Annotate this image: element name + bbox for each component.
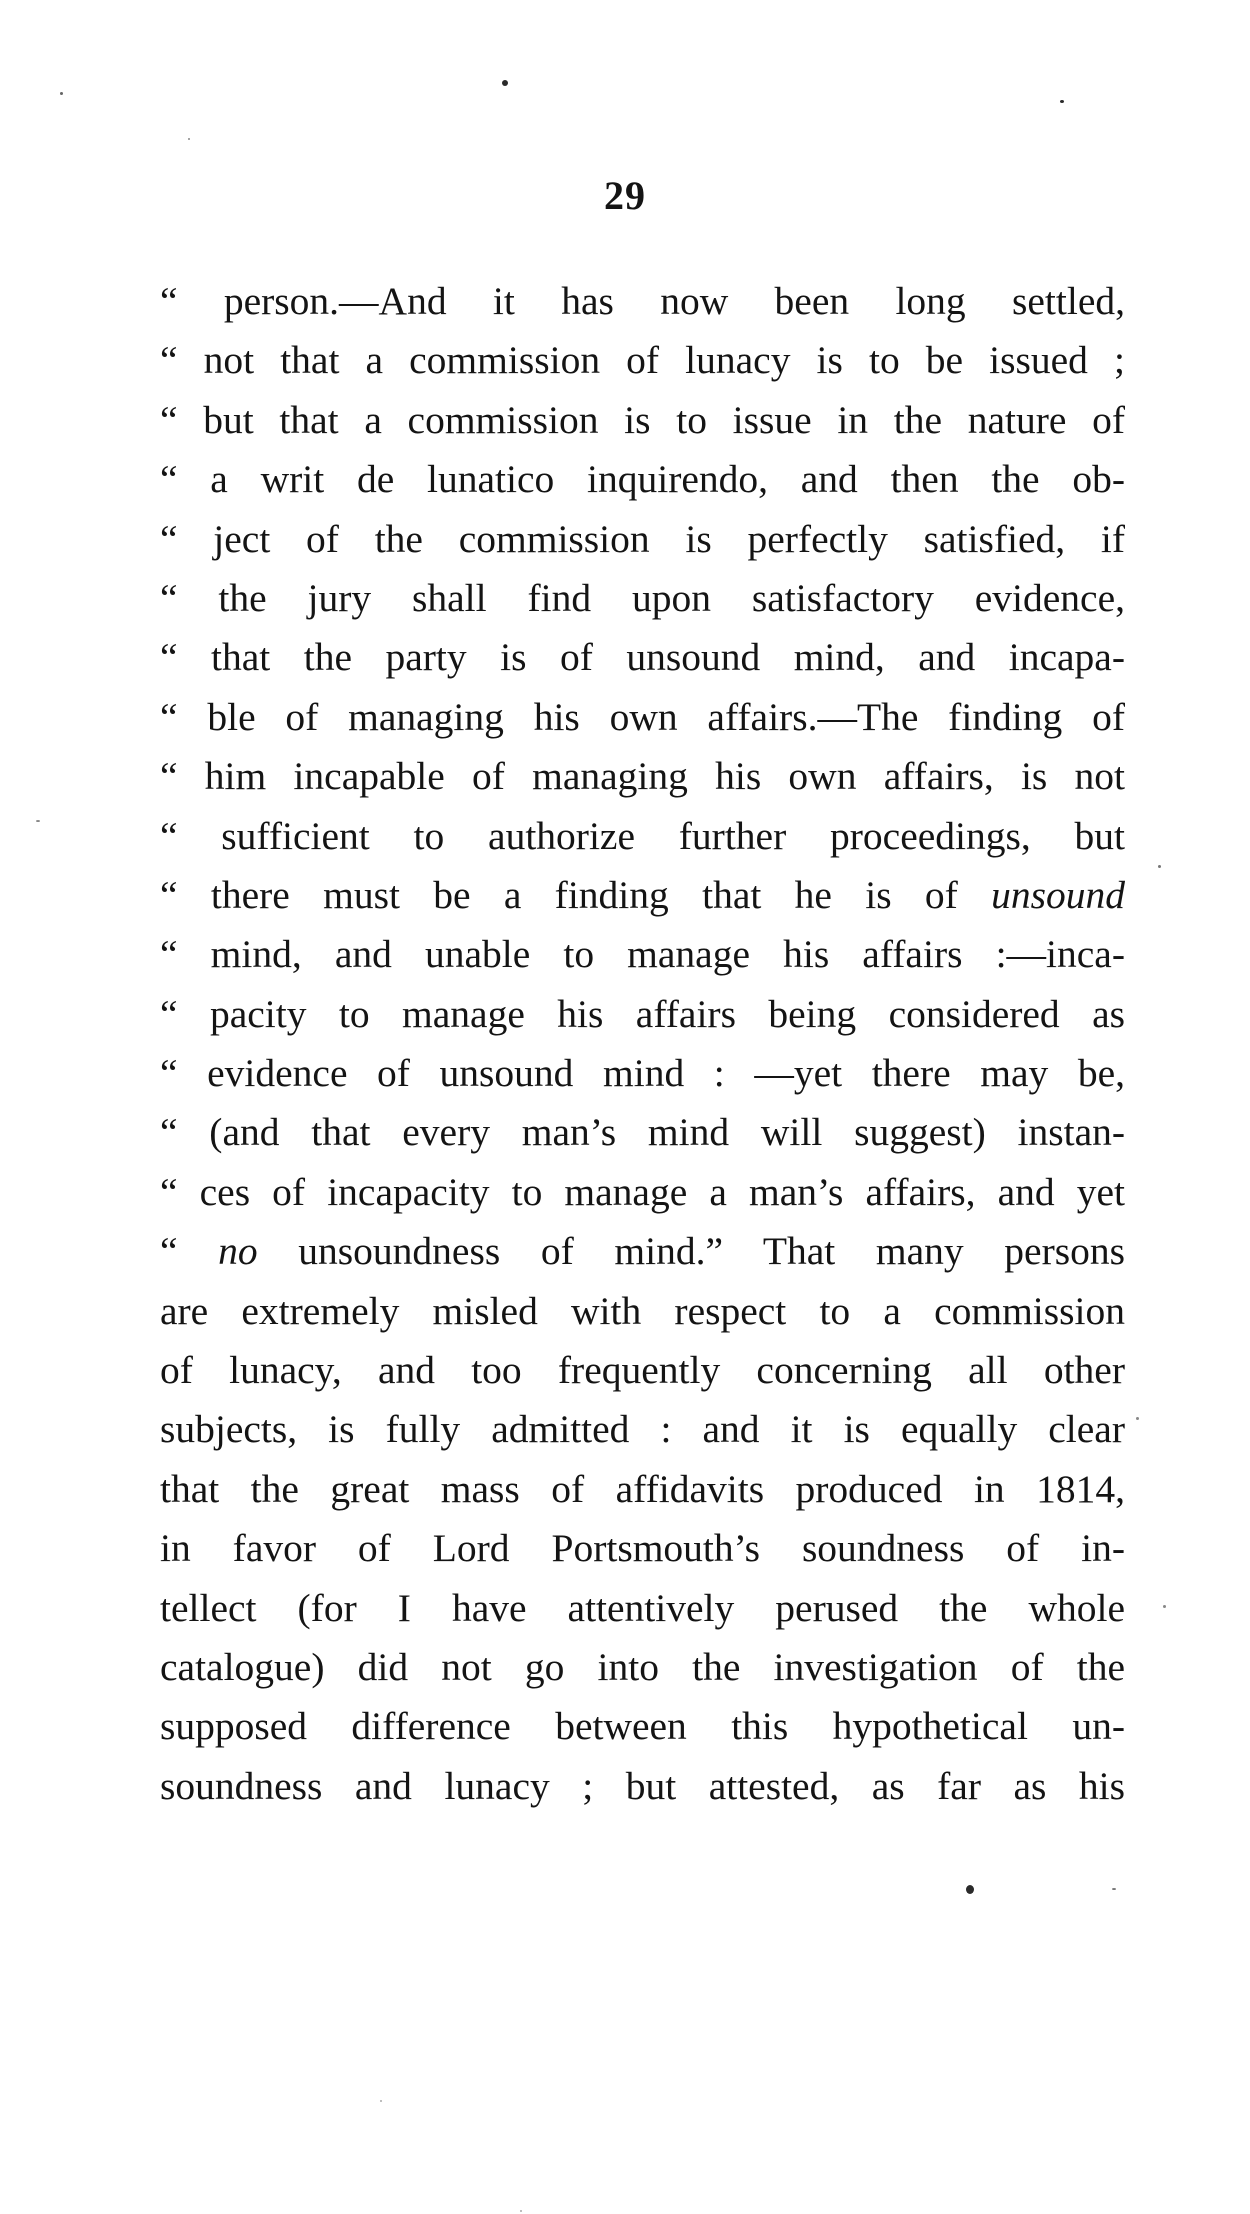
text-line: “ the jury shall find upon satisfactory evidence,	[160, 575, 1125, 620]
text-line: “ mind, and unable to manage his affairs :—inca-	[160, 932, 1125, 977]
text-line: catalogue) did not go into the investigation of the	[160, 1644, 1125, 1689]
text-line: “ not that a commission of lunacy is to be issued ;	[160, 338, 1125, 383]
text-line: that the great mass of affidavits produced in 1814,	[160, 1466, 1125, 1511]
text-line: of lunacy, and too frequently concerning all other	[160, 1348, 1125, 1393]
text-segment: “	[160, 1229, 219, 1274]
paper-speck	[1136, 1417, 1139, 1420]
italic-word: unsound	[991, 872, 1125, 917]
paper-speck	[188, 138, 190, 140]
text-line: “ him incapable of managing his own affairs, is not	[160, 754, 1125, 799]
text-line: “ evidence of unsound mind : —yet there may be,	[160, 1051, 1125, 1096]
text-line: “ a writ de lunatico inquirendo, and then the ob-	[160, 457, 1125, 502]
text-line: “ ble of managing his own affairs.—The finding of	[160, 694, 1125, 739]
paper-speck	[1060, 100, 1064, 103]
paper-speck	[1163, 1605, 1166, 1608]
paper-speck	[36, 820, 40, 822]
text-segment: unsoundness of mind.” That many persons	[257, 1229, 1125, 1274]
text-line	[160, 1222, 1125, 1281]
paper-speck	[966, 1885, 974, 1894]
text-line: tellect (for I have attentively perused the whole	[160, 1585, 1125, 1630]
paper-speck	[502, 80, 508, 86]
italic-word: no	[218, 1229, 258, 1274]
text-line: are extremely misled with respect to a commission	[160, 1288, 1125, 1333]
text-line: “ sufficient to authorize further proceedings, but	[160, 813, 1125, 858]
text-line: subjects, is fully admitted : and it is equally clear	[160, 1407, 1125, 1452]
text-line: “ ces of incapacity to manage a man’s affairs, and yet	[160, 1169, 1125, 1214]
paper-speck	[60, 92, 63, 95]
text-line: “ pacity to manage his affairs being considered as	[160, 991, 1125, 1036]
text-line: “ (and that every man’s mind will suggest) instan-	[160, 1110, 1125, 1155]
text-segment: “ there must be a finding that he is of	[160, 872, 992, 917]
text-line: “ but that a commission is to issue in the nature of	[160, 397, 1125, 442]
text-line: supposed difference between this hypothetical un-	[160, 1704, 1125, 1749]
text-line: “ ject of the commission is perfectly satisfied, if	[160, 516, 1125, 561]
text-line: soundness and lunacy ; but attested, as far as his	[160, 1763, 1125, 1808]
paper-speck	[1112, 1888, 1116, 1890]
text-line: in favor of Lord Portsmouth’s soundness of in-	[160, 1526, 1125, 1571]
body-text	[160, 272, 1125, 1816]
text-line: “ person.—And it has now been long settled,	[160, 279, 1125, 323]
text-line: “ that the party is of unsound mind, and incapa-	[160, 635, 1125, 680]
paper-speck	[1158, 865, 1161, 868]
text-line	[160, 866, 1125, 925]
page-number: 29	[604, 173, 646, 218]
paper-speck	[380, 2100, 382, 2102]
paper-speck	[520, 2210, 522, 2212]
